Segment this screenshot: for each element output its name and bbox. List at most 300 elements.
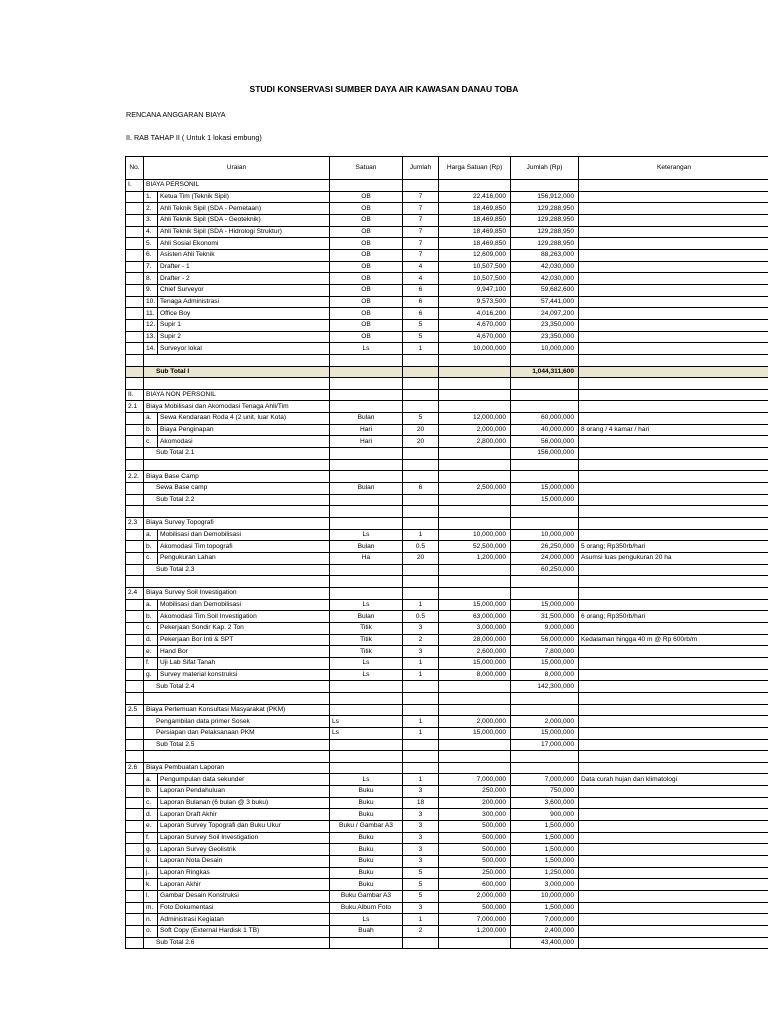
row-no-cell — [126, 448, 144, 460]
row-note-cell — [579, 902, 768, 914]
row-unit-cell — [330, 471, 403, 483]
row-unit-cell: Buku — [330, 879, 403, 891]
table-row — [126, 622, 768, 634]
table-row — [126, 389, 768, 401]
row-unit-cell: Buah — [330, 926, 403, 938]
row-note-cell — [579, 692, 768, 704]
row-price-cell: 600,000 — [439, 879, 511, 891]
row-no-cell — [126, 366, 144, 378]
row-price-cell: 8,000,000 — [439, 669, 511, 681]
row-note-cell: Asumsi luas pengukuran 20 ha — [579, 553, 768, 565]
row-note-cell — [579, 261, 768, 273]
row-price-cell: 500,000 — [439, 844, 511, 856]
row-sub-cell: f. — [144, 832, 158, 844]
table-row — [126, 331, 768, 343]
row-qty-cell: 7 — [403, 191, 439, 203]
row-no-cell — [126, 844, 144, 856]
row-unit-cell: Buku — [330, 797, 403, 809]
row-total-cell — [511, 401, 579, 413]
row-total-cell: 31,500,000 — [511, 611, 579, 623]
row-total-cell: 43,400,000 — [511, 937, 579, 949]
row-price-cell — [439, 366, 511, 378]
row-qty-cell: 5 — [403, 879, 439, 891]
row-note-cell — [579, 284, 768, 296]
row-total-cell — [511, 704, 579, 716]
header-satuan: Satuan — [330, 157, 403, 180]
row-sub-cell: 9. — [144, 284, 158, 296]
row-no-cell — [126, 867, 144, 879]
row-note-cell — [579, 832, 768, 844]
row-qty-cell — [403, 751, 439, 763]
row-sub-cell: 6. — [144, 249, 158, 261]
row-unit-cell: Buku — [330, 832, 403, 844]
row-total-cell: 15,000,000 — [511, 599, 579, 611]
row-total-cell: 59,682,600 — [511, 284, 579, 296]
row-unit-cell: OB — [330, 331, 403, 343]
row-sub-cell: b. — [144, 786, 158, 798]
row-qty-cell — [403, 692, 439, 704]
row-unit-cell — [330, 576, 403, 588]
row-no-cell — [126, 553, 144, 565]
row-price-cell: 3,000,000 — [439, 622, 511, 634]
row-unit-cell: Bulan — [330, 413, 403, 425]
row-price-cell — [439, 564, 511, 576]
row-no-cell — [126, 622, 144, 634]
row-sub-cell: g. — [144, 669, 158, 681]
row-desc-cell: Sub Total 2.4 — [144, 681, 330, 693]
row-desc-cell: BIAYA NON PERSONIL — [144, 389, 330, 401]
row-qty-cell: 20 — [403, 424, 439, 436]
row-note-cell — [579, 529, 768, 541]
row-sub-cell: l. — [144, 891, 158, 903]
row-qty-cell: 3 — [403, 809, 439, 821]
row-price-cell — [439, 378, 511, 390]
row-qty-cell — [403, 459, 439, 471]
row-qty-cell — [403, 366, 439, 378]
row-desc-cell: Soft Copy (External Hardisk 1 TB) — [158, 926, 330, 938]
row-no-cell: 2.3 — [126, 518, 144, 530]
table-row — [126, 681, 768, 693]
row-note-cell — [579, 494, 768, 506]
row-sub-cell: 13. — [144, 331, 158, 343]
row-price-cell: 1,200,000 — [439, 926, 511, 938]
row-unit-cell — [330, 587, 403, 599]
row-qty-cell: 1 — [403, 716, 439, 728]
row-note-cell — [579, 483, 768, 495]
table-row — [126, 926, 768, 938]
row-no-cell — [126, 576, 144, 588]
row-no-cell — [126, 378, 144, 390]
row-sub-cell: 7. — [144, 261, 158, 273]
row-price-cell: 500,000 — [439, 902, 511, 914]
row-no-cell — [126, 716, 144, 728]
row-qty-cell: 5 — [403, 867, 439, 879]
row-no-cell: 2.2. — [126, 471, 144, 483]
table-row — [126, 576, 768, 588]
row-unit-cell: Buku — [330, 809, 403, 821]
row-qty-cell — [403, 762, 439, 774]
row-no-cell — [126, 914, 144, 926]
row-total-cell: 24,000,000 — [511, 553, 579, 565]
table-row — [126, 774, 768, 786]
row-unit-cell — [330, 762, 403, 774]
row-price-cell: 2,600,000 — [439, 646, 511, 658]
row-unit-cell: Ha — [330, 553, 403, 565]
row-total-cell: 10,000,000 — [511, 891, 579, 903]
row-note-cell — [579, 296, 768, 308]
row-price-cell: 10,507,500 — [439, 273, 511, 285]
row-desc-cell: Sub Total 2.1 — [144, 448, 330, 460]
row-total-cell: 23,350,000 — [511, 331, 579, 343]
row-qty-cell: 18 — [403, 797, 439, 809]
row-sub-cell: 2. — [144, 203, 158, 215]
table-row — [126, 471, 768, 483]
row-desc-cell: Ahli Teknik Sipil (SDA - Geoteknik) — [158, 214, 330, 226]
row-qty-cell: 5 — [403, 331, 439, 343]
row-no-cell — [126, 727, 144, 739]
table-row — [126, 273, 768, 285]
row-desc-cell: Pekerjaan Sondir Kap. 2 Ton — [158, 622, 330, 634]
row-desc-cell: Biaya Mobilisasi dan Akomodasi Tenaga Ahli/Tim — [144, 401, 330, 413]
table-row — [126, 692, 768, 704]
row-no-cell — [126, 692, 144, 704]
row-desc-cell: Laporan Survey Soil Investigation — [158, 832, 330, 844]
row-desc-cell: Ahli Teknik Sipil (SDA - Pemetaan) — [158, 203, 330, 215]
row-sub-cell: 14. — [144, 343, 158, 355]
row-price-cell — [439, 762, 511, 774]
row-note-cell — [579, 669, 768, 681]
row-total-cell: 7,000,000 — [511, 774, 579, 786]
row-total-cell — [511, 762, 579, 774]
row-unit-cell: Bulan — [330, 541, 403, 553]
row-qty-cell — [403, 564, 439, 576]
row-unit-cell — [330, 692, 403, 704]
table-row — [126, 809, 768, 821]
table-row — [126, 424, 768, 436]
table-row — [126, 308, 768, 320]
row-desc-cell: Biaya Pertemuan Konsultasi Masyarakat (PKM) — [144, 704, 330, 716]
row-sub-cell: g. — [144, 844, 158, 856]
row-qty-cell: 3 — [403, 821, 439, 833]
row-qty-cell: 5 — [403, 319, 439, 331]
table-row — [126, 553, 768, 565]
row-unit-cell — [330, 506, 403, 518]
row-note-cell — [579, 389, 768, 401]
row-note-cell — [579, 681, 768, 693]
row-price-cell: 15,000,000 — [439, 657, 511, 669]
row-total-cell: 56,000,000 — [511, 436, 579, 448]
row-desc-cell — [144, 459, 330, 471]
row-sub-cell: e. — [144, 821, 158, 833]
row-desc-cell: Biaya Survey Topografi — [144, 518, 330, 530]
row-total-cell: 156,000,000 — [511, 448, 579, 460]
row-desc-cell: Laporan Bulanan (6 bulan @ 3 buku) — [158, 797, 330, 809]
row-total-cell — [511, 506, 579, 518]
row-no-cell — [126, 786, 144, 798]
row-sub-cell: 4. — [144, 226, 158, 238]
row-unit-cell: Buku / Gambar A3 — [330, 821, 403, 833]
row-desc-cell: Pengumpulan data sekunder — [158, 774, 330, 786]
row-sub-cell: m. — [144, 902, 158, 914]
table-row — [126, 191, 768, 203]
row-total-cell — [511, 378, 579, 390]
row-no-cell: II. — [126, 389, 144, 401]
row-unit-cell — [330, 180, 403, 192]
row-no-cell — [126, 646, 144, 658]
row-unit-cell: OB — [330, 214, 403, 226]
row-sub-cell: e. — [144, 646, 158, 658]
row-note-cell — [579, 727, 768, 739]
row-note-cell: 8 orang / 4 kamar / hari — [579, 424, 768, 436]
row-qty-cell: 5 — [403, 891, 439, 903]
row-desc-cell — [144, 751, 330, 763]
row-desc-cell — [144, 692, 330, 704]
row-price-cell — [439, 401, 511, 413]
row-no-cell: 2.1 — [126, 401, 144, 413]
table-row — [126, 599, 768, 611]
table-row — [126, 797, 768, 809]
row-desc-cell: Gambar Desain Konstruksi — [158, 891, 330, 903]
table-row — [126, 401, 768, 413]
row-price-cell: 7,000,000 — [439, 774, 511, 786]
row-qty-cell: 6 — [403, 284, 439, 296]
row-desc-cell: Administrasi Kegiatan — [158, 914, 330, 926]
row-no-cell: 2.4 — [126, 587, 144, 599]
row-qty-cell — [403, 448, 439, 460]
row-total-cell: 129,288,950 — [511, 238, 579, 250]
row-desc-cell: Akomodasi Tim topografi — [158, 541, 330, 553]
row-no-cell — [126, 284, 144, 296]
row-note-cell — [579, 401, 768, 413]
row-unit-cell: Titik — [330, 622, 403, 634]
stage-heading: II. RAB TAHAP II ( Untuk 1 lokasi embung) — [126, 133, 262, 142]
row-desc-cell — [144, 506, 330, 518]
row-no-cell — [126, 926, 144, 938]
row-desc-cell: Supir 1 — [158, 319, 330, 331]
row-note-cell — [579, 214, 768, 226]
row-desc-cell: Laporan Draft Akhir — [158, 809, 330, 821]
table-row — [126, 844, 768, 856]
row-no-cell — [126, 203, 144, 215]
table-row — [126, 518, 768, 530]
row-qty-cell — [403, 401, 439, 413]
row-price-cell: 500,000 — [439, 821, 511, 833]
row-note-cell — [579, 867, 768, 879]
table-row — [126, 459, 768, 471]
row-qty-cell: 1 — [403, 343, 439, 355]
row-no-cell — [126, 891, 144, 903]
row-qty-cell — [403, 180, 439, 192]
row-price-cell: 500,000 — [439, 832, 511, 844]
row-price-cell — [439, 576, 511, 588]
row-price-cell: 200,000 — [439, 797, 511, 809]
row-total-cell — [511, 354, 579, 366]
row-price-cell — [439, 180, 511, 192]
row-note-cell — [579, 657, 768, 669]
row-desc-cell: Hand Bor — [158, 646, 330, 658]
row-qty-cell: 7 — [403, 238, 439, 250]
row-unit-cell: Buku Album Foto — [330, 902, 403, 914]
row-desc-cell: Biaya Pembuatan Laporan — [144, 762, 330, 774]
row-note-cell — [579, 762, 768, 774]
row-desc-cell: Mobilisasi dan Demobilisasi — [158, 529, 330, 541]
row-desc-cell: Sub Total 2.2 — [144, 494, 330, 506]
row-desc-cell: Chief Surveyor — [158, 284, 330, 296]
row-total-cell: 42,030,000 — [511, 261, 579, 273]
row-desc-cell: Sewa Kendaraan Roda 4 (2 unit, luar Kota) — [158, 413, 330, 425]
row-qty-cell — [403, 378, 439, 390]
row-desc-cell: Uji Lab Sifat Tanah — [158, 657, 330, 669]
row-qty-cell — [403, 494, 439, 506]
row-sub-cell: 10. — [144, 296, 158, 308]
row-sub-cell: b. — [144, 611, 158, 623]
row-total-cell — [511, 751, 579, 763]
row-total-cell: 750,000 — [511, 786, 579, 798]
row-total-cell — [511, 459, 579, 471]
row-price-cell: 2,000,000 — [439, 716, 511, 728]
row-no-cell — [126, 413, 144, 425]
row-no-cell — [126, 319, 144, 331]
row-qty-cell: 2 — [403, 634, 439, 646]
row-price-cell: 4,016,200 — [439, 308, 511, 320]
row-price-cell — [439, 518, 511, 530]
table-row — [126, 634, 768, 646]
header-no: No. — [126, 157, 144, 180]
row-total-cell: 10,000,000 — [511, 343, 579, 355]
table-row — [126, 856, 768, 868]
row-desc-cell: Laporan Nota Desain — [158, 856, 330, 868]
row-note-cell: 6 orang; Rp350rb/hari — [579, 611, 768, 623]
row-no-cell — [126, 902, 144, 914]
row-qty-cell: 1 — [403, 657, 439, 669]
row-unit-cell — [330, 564, 403, 576]
row-price-cell: 9,573,500 — [439, 296, 511, 308]
row-note-cell — [579, 856, 768, 868]
table-row — [126, 891, 768, 903]
row-unit-cell: OB — [330, 226, 403, 238]
row-price-cell — [439, 937, 511, 949]
row-desc-cell: Ahli Teknik Sipil (SDA - Hidrologi Struktur) — [158, 226, 330, 238]
row-note-cell — [579, 891, 768, 903]
row-total-cell: 17,000,000 — [511, 739, 579, 751]
row-total-cell: 1,500,000 — [511, 821, 579, 833]
row-unit-cell: Ls — [330, 669, 403, 681]
subtotal-row — [126, 366, 768, 378]
row-desc-cell: Sub Total 2.5 — [144, 739, 330, 751]
row-desc-cell: Drafter - 1 — [158, 261, 330, 273]
row-no-cell — [126, 494, 144, 506]
row-sub-cell: 11. — [144, 308, 158, 320]
row-no-cell — [126, 669, 144, 681]
row-desc-cell: Sub Total 2.3 — [144, 564, 330, 576]
row-price-cell: 4,670,000 — [439, 319, 511, 331]
row-price-cell — [439, 354, 511, 366]
row-price-cell: 250,000 — [439, 867, 511, 879]
row-sub-cell: 12. — [144, 319, 158, 331]
row-unit-cell — [330, 494, 403, 506]
row-no-cell — [126, 599, 144, 611]
row-note-cell — [579, 844, 768, 856]
row-unit-cell — [330, 354, 403, 366]
row-price-cell: 2,800,000 — [439, 436, 511, 448]
row-qty-cell: 0.5 — [403, 541, 439, 553]
row-sub-cell: c. — [144, 622, 158, 634]
table-row — [126, 646, 768, 658]
row-no-cell — [126, 751, 144, 763]
row-unit-cell: OB — [330, 261, 403, 273]
row-total-cell: 15,000,000 — [511, 483, 579, 495]
row-note-cell — [579, 797, 768, 809]
row-no-cell — [126, 191, 144, 203]
row-note-cell — [579, 926, 768, 938]
row-sub-cell: i. — [144, 856, 158, 868]
row-total-cell: 15,000,000 — [511, 727, 579, 739]
row-price-cell — [439, 739, 511, 751]
table-row — [126, 587, 768, 599]
row-no-cell — [126, 273, 144, 285]
row-desc-cell: Asisten Ahli Teknik — [158, 249, 330, 261]
row-price-cell: 2,500,000 — [439, 483, 511, 495]
row-note-cell — [579, 378, 768, 390]
row-qty-cell — [403, 739, 439, 751]
row-unit-cell: OB — [330, 308, 403, 320]
row-price-cell — [439, 751, 511, 763]
row-desc-cell — [144, 378, 330, 390]
row-total-cell — [511, 576, 579, 588]
row-note-cell — [579, 203, 768, 215]
row-note-cell — [579, 354, 768, 366]
row-no-cell — [126, 564, 144, 576]
row-qty-cell: 1 — [403, 529, 439, 541]
row-no-cell — [126, 856, 144, 868]
row-price-cell: 10,000,000 — [439, 529, 511, 541]
row-note-cell — [579, 739, 768, 751]
row-note-cell — [579, 646, 768, 658]
row-price-cell — [439, 692, 511, 704]
row-unit-cell: OB — [330, 273, 403, 285]
row-no-cell — [126, 821, 144, 833]
table-row — [126, 483, 768, 495]
row-unit-cell: Bulan — [330, 611, 403, 623]
table-row — [126, 786, 768, 798]
row-total-cell: 1,500,000 — [511, 832, 579, 844]
row-qty-cell: 3 — [403, 856, 439, 868]
row-desc-cell — [144, 576, 330, 588]
row-total-cell: 1,044,311,600 — [511, 366, 579, 378]
row-total-cell: 1,500,000 — [511, 902, 579, 914]
row-note-cell — [579, 226, 768, 238]
row-desc-cell: Ketua Tim (Teknik Sipil) — [158, 191, 330, 203]
row-total-cell: 10,000,000 — [511, 529, 579, 541]
row-note-cell — [579, 366, 768, 378]
table-row — [126, 226, 768, 238]
row-price-cell: 7,000,000 — [439, 914, 511, 926]
row-no-cell: 2.5 — [126, 704, 144, 716]
row-price-cell: 2,000,000 — [439, 891, 511, 903]
row-note-cell — [579, 448, 768, 460]
row-total-cell: 9,000,000 — [511, 622, 579, 634]
row-sub-cell: 3. — [144, 214, 158, 226]
row-price-cell: 2,000,000 — [439, 424, 511, 436]
header-harga-satuan: Harga Satuan (Rp) — [439, 157, 511, 180]
table-row — [126, 343, 768, 355]
row-price-cell — [439, 459, 511, 471]
row-desc-cell: Laporan Survey Geolistrik — [158, 844, 330, 856]
row-total-cell: 2,000,000 — [511, 716, 579, 728]
row-qty-cell — [403, 576, 439, 588]
row-qty-cell: 7 — [403, 226, 439, 238]
row-note-cell — [579, 821, 768, 833]
